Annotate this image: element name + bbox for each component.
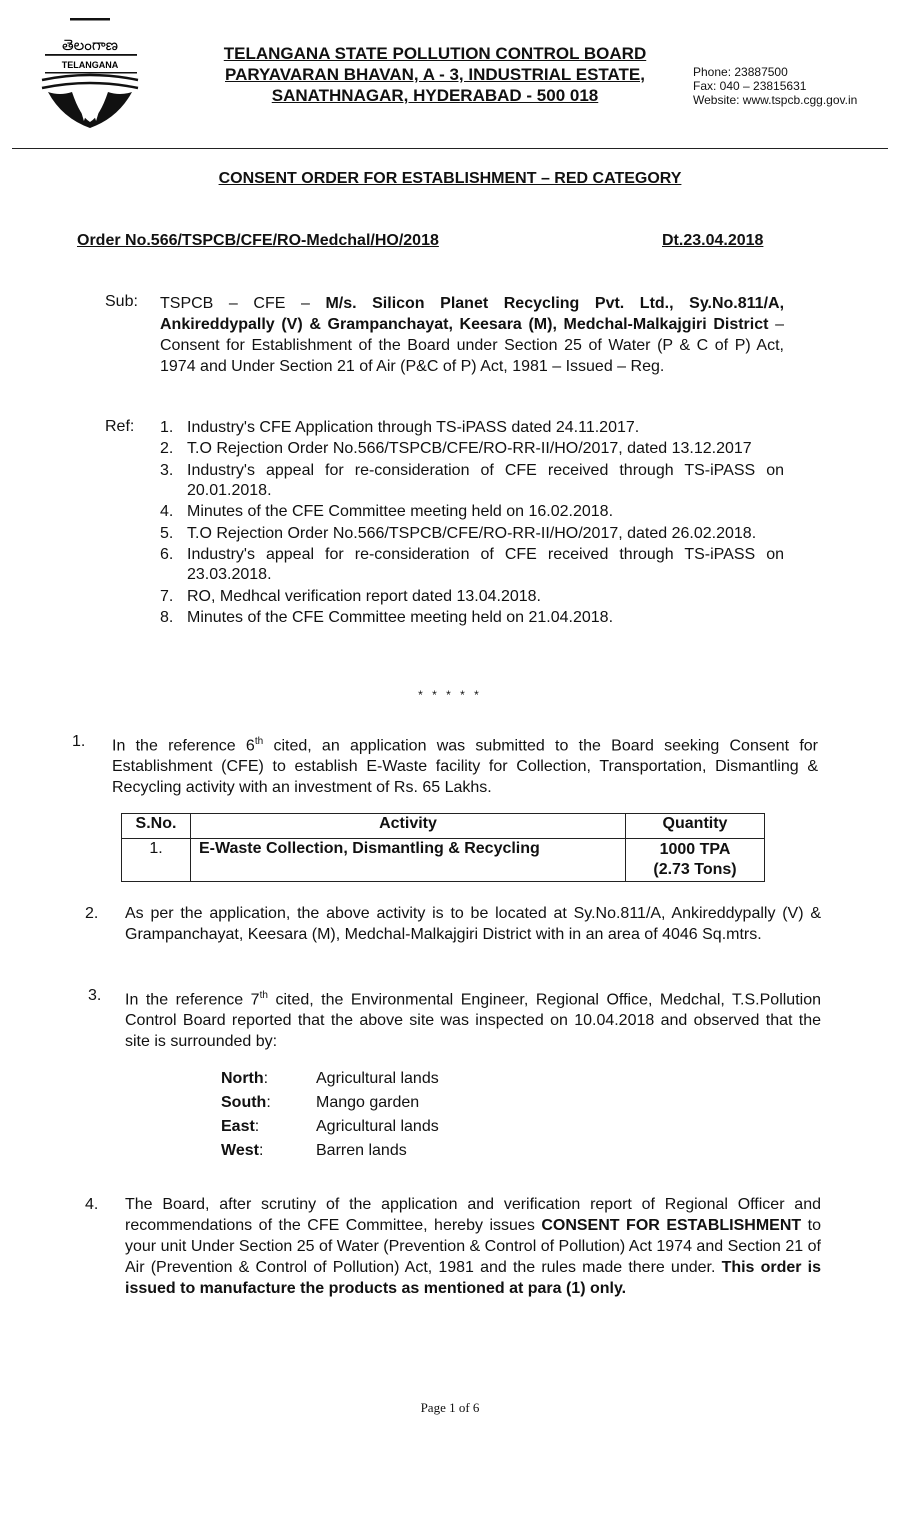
direction-colon: : <box>254 1118 260 1135</box>
paragraph-2-text: As per the application, the above activity is to be located at Sy.No.811/A, Ankireddypally (V) & Grampanchayat, Keesara (M), Medchal-Malkajgiri District with in an area of 4046 Sq.mtrs. <box>125 905 821 943</box>
surrounding-direction <box>221 1139 316 1163</box>
direction-colon: : <box>263 1070 269 1087</box>
surrounding-row <box>221 1139 439 1163</box>
fax-number: Fax: 040 – 23815631 <box>693 79 807 93</box>
cell-quantity <box>626 839 765 882</box>
reference-text: Industry's appeal for re-consideration of CFE received through TS-iPASS on 20.01.2018. <box>187 461 784 500</box>
document-title: CONSENT ORDER FOR ESTABLISHMENT – RED CATEGORY <box>218 170 682 187</box>
table-header-row <box>122 814 765 839</box>
direction-name: North <box>221 1070 264 1087</box>
reference-list <box>160 418 784 629</box>
subject-prefix: TSPCB – CFE – <box>160 295 326 312</box>
surrounding-direction <box>221 1091 316 1115</box>
direction-colon: : <box>266 1094 271 1111</box>
reference-text: Industry's appeal for re-consideration of CFE received through TS-iPASS on 23.03.2018. <box>187 545 784 584</box>
surrounding-row <box>221 1067 439 1091</box>
section-separator: * * * * * <box>418 688 482 702</box>
surrounding-value: Barren lands <box>316 1142 407 1159</box>
activity-table <box>121 813 765 882</box>
reference-label: Ref: <box>105 418 135 435</box>
paragraph-3-after: cited, the Environmental Engineer, Regional Office, Medchal, T.S.Pollution Control Board reported that the above site was inspected on 10.04.2018 and observed that the site is surrounded by: <box>125 991 821 1051</box>
surrounding-value: Agricultural lands <box>316 1118 439 1135</box>
reference-text: Minutes of the CFE Committee meeting held on 21.04.2018. <box>187 609 614 627</box>
subject-text <box>160 293 784 377</box>
reference-text: Minutes of the CFE Committee meeting held on 16.02.2018. <box>187 503 614 521</box>
reference-text: RO, Medhcal verification report dated 13.04.2018. <box>187 587 541 605</box>
board-name-line-2: PARYAVARAN BHAVAN, A - 3, INDUSTRIAL ESTATE, <box>225 65 645 84</box>
order-date: Dt.23.04.2018 <box>662 232 764 249</box>
reference-number: 7. <box>160 587 174 605</box>
reference-item <box>160 524 784 545</box>
column-header-sno: S.No. <box>122 814 191 839</box>
paragraph-1-text <box>112 731 818 798</box>
logo-script-text: తెలంగాణ <box>61 36 119 54</box>
paragraph-4-part-2: to your unit Under Section 25 of Water (Prevention & Control of Pollution) Act 1974 and Section 21 of Air (Prevention & Control of Pollution) Act, 1981 and the rules made there under. <box>125 1217 821 1276</box>
surrounding-row <box>221 1115 439 1139</box>
quantity-value: 1000 TPA <box>659 841 731 858</box>
reference-item <box>160 502 784 523</box>
paragraph-4-consent-bold: CONSENT FOR ESTABLISHMENT <box>541 1217 802 1234</box>
subject-bold: M/s. Silicon Planet Recycling Pvt. Ltd., Sy.No.811/A, Ankireddypally (V) & Grampanchayat, Keesara (M), Medchal-Malkajgiri District <box>160 295 785 333</box>
surrounding-row <box>221 1091 439 1115</box>
reference-item <box>160 461 784 502</box>
subject-label: Sub: <box>105 293 138 310</box>
surrounding-value: Agricultural lands <box>316 1070 439 1087</box>
paragraph-1-before: In the reference 6 <box>112 737 255 755</box>
reference-text: T.O Rejection Order No.566/TSPCB/CFE/RO-RR-II/HO/2017, dated 26.02.2018. <box>187 524 757 542</box>
board-name-line-1: TELANGANA STATE POLLUTION CONTROL BOARD <box>223 44 647 63</box>
reference-number: 1. <box>160 419 174 436</box>
surrounding-value: Mango garden <box>316 1094 420 1111</box>
phone-number: Phone: 23887500 <box>693 65 788 79</box>
paragraph-3-sup: th <box>259 990 268 1001</box>
website-link[interactable]: Website: www.tspcb.cgg.gov.in <box>693 93 858 107</box>
column-header-quantity: Quantity <box>626 814 765 839</box>
reference-item <box>160 439 784 460</box>
reference-number: 3. <box>160 461 174 479</box>
reference-number: 5. <box>160 524 174 542</box>
paragraph-4-number: 4. <box>85 1196 99 1213</box>
order-number: Order No.566/TSPCB/CFE/RO-Medchal/HO/2018 <box>77 232 439 249</box>
direction-name: South <box>221 1094 267 1111</box>
paragraph-1-sup: th <box>254 736 264 747</box>
reference-number: 8. <box>160 609 174 627</box>
surrounding-direction <box>221 1115 316 1139</box>
paragraph-1-number: 1. <box>72 733 86 750</box>
surrounding-direction <box>221 1067 316 1091</box>
paragraph-4-part-1: The Board, after scrutiny of the application and verification report of Regional Officer and recommendations of the CFE Committee, hereby issues <box>125 1196 821 1234</box>
column-header-activity: Activity <box>191 814 626 839</box>
direction-name: East <box>221 1118 255 1135</box>
reference-text: T.O Rejection Order No.566/TSPCB/CFE/RO-RR-II/HO/2017, dated 13.12.2017 <box>187 440 752 458</box>
paragraph-4-closing-bold: This order is issued to manufacture the products as mentioned at para (1) only. <box>125 1259 821 1297</box>
reference-number: 2. <box>160 440 174 458</box>
direction-name: West <box>221 1142 259 1159</box>
reference-number: 4. <box>160 503 174 521</box>
board-logo <box>40 18 155 130</box>
paragraph-3-number: 3. <box>88 987 102 1004</box>
quantity-tons: (2.73 Tons) <box>653 861 737 878</box>
reference-number: 6. <box>160 545 174 563</box>
reference-item <box>160 587 784 608</box>
cell-activity: E-Waste Collection, Dismantling & Recycling <box>191 839 626 882</box>
cell-sno: 1. <box>122 839 191 882</box>
direction-colon: : <box>258 1142 264 1159</box>
logo-label-text: TELANGANA <box>61 60 119 70</box>
reference-item <box>160 545 784 586</box>
table-row <box>122 839 765 882</box>
surroundings-list <box>221 1067 439 1163</box>
subject-rest: – Consent for Establishment of the Board under Section 25 of Water (P & C of P) Act, 1974 and Under Section 21 of Air (P&C of P) Act, 1981 – Issued – Reg. <box>160 316 785 375</box>
header-divider <box>12 148 888 149</box>
paragraph-3-before: In the reference 7 <box>125 991 260 1009</box>
reference-item <box>160 608 784 629</box>
reference-text: Industry's CFE Application through TS-iPASS dated 24.11.2017. <box>187 419 640 436</box>
paragraph-3-text <box>125 985 821 1052</box>
paragraph-4-text <box>125 1194 821 1299</box>
paragraph-2-number: 2. <box>85 905 99 922</box>
paragraph-1-after: cited, an application was submitted to the Board seeking Consent for Establishment (CFE) to establish E-Waste facility for Collection, Transportation, Dismantling & Recycling activity with an investment of Rs. 65 Lakhs. <box>112 737 819 797</box>
page-number: Page 1 of 6 <box>420 1400 480 1415</box>
board-name-line-3: SANATHNAGAR, HYDERABAD - 500 018 <box>271 86 599 105</box>
reference-item <box>160 418 784 439</box>
